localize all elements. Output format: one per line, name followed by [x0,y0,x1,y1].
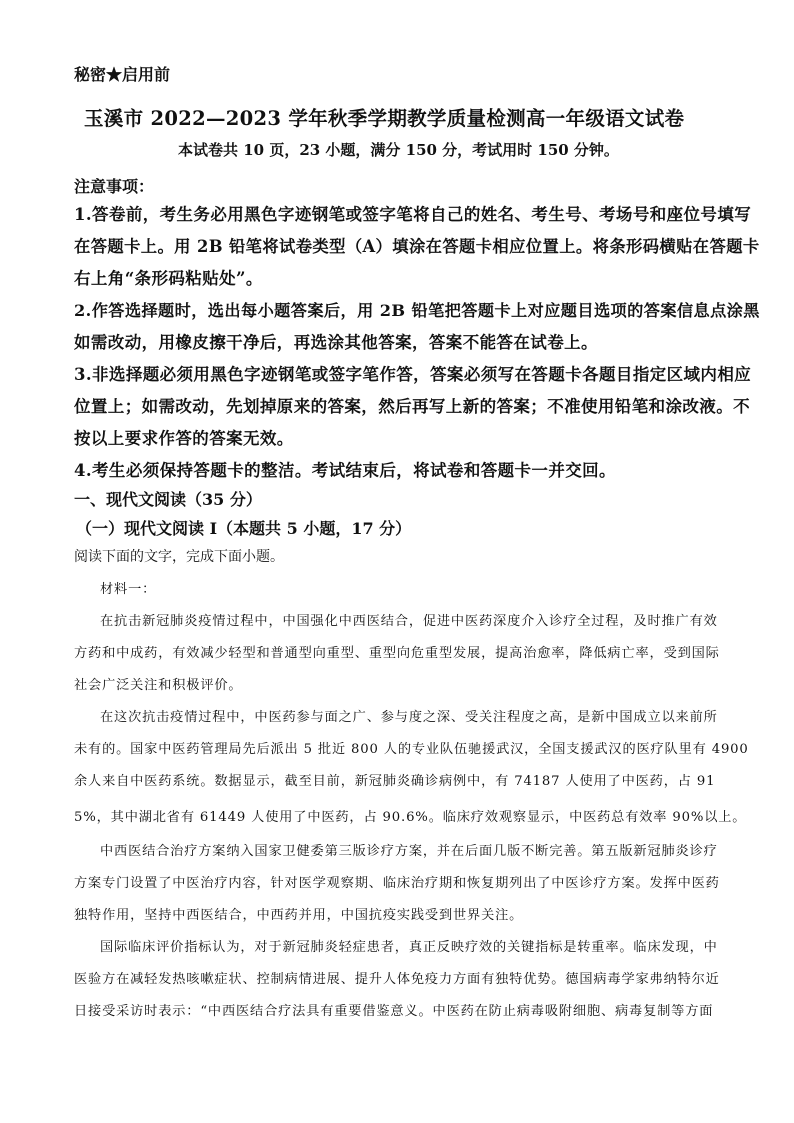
notes-line: 位置上；如需改动，先划掉原来的答案，然后再写上新的答案；不准使用铅笔和涂改液。不 [74,397,750,416]
section-title: 一、现代文阅读（35 分） [74,490,262,509]
material-line: 社会广泛关注和积极评价。 [74,678,243,693]
material-line: 方案专门设置了中医治疗内容，针对医学观察期、临床治疗期和恢复期列出了中医诊疗方案。发挥中医药 [74,876,720,891]
material-line: 独特作用，坚持中西医结合，中西药并用，中国抗疫实践受到世界关注。 [74,908,524,923]
material-label: 材料一： [100,582,157,597]
section-instruction: 阅读下面的文字，完成下面小题。 [74,549,284,565]
material-line: 在抗击新冠肺炎疫情过程中，中国强化中西医结合，促进中医药深度介入诊疗全过程，及时推广有效 [100,614,718,629]
material-line: 日接受采访时表示：“中西医结合疗法具有重要借鉴意义。中医药在防止病毒吸附细胞、病毒复制等方面 [74,1004,714,1019]
material-line: 医验方在减轻发热咳嗽症状、控制病情进展、提升人体免疫力方面有独特优势。德国病毒学家弗纳特尔近 [74,972,720,987]
material-line: 方药和中成药，有效减少轻型和普通型向重型、重型向危重型发展，提高治愈率，降低病亡率，受到国际 [74,646,720,661]
notes-line: 1.答卷前，考生务必用黑色字迹钢笔或签字笔将自己的姓名、考生号、考场号和座位号填写 [74,205,752,224]
notes-line: 4.考生必须保持答题卡的整洁。考试结束后，将试卷和答题卡一并交回。 [74,461,616,480]
exam-subtitle: 本试卷共 10 页，23 小题，满分 150 分，考试用时 150 分钟。 [178,141,619,159]
notes-line: 在答题卡上。用 2B 铅笔将试卷类型（A）填涂在答题卡相应位置上。将条形码横贴在答题卡 [74,237,760,256]
notes-line: 2.作答选择题时，选出每小题答案后，用 2B 铅笔把答题卡上对应题目选项的答案信息点涂黑 [74,301,760,320]
secret-label: 秘密★启用前 [74,65,171,84]
exam-title: 玉溪市 2022—2023 学年秋季学期教学质量检测高一年级语文试卷 [84,107,685,130]
material-line: 中西医结合治疗方案纳入国家卫健委第三版诊疗方案，并在后面几版不断完善。第五版新冠肺炎诊疗 [100,844,718,859]
notes-line: 右上角“条形码粘贴处”。 [74,269,263,288]
notes-line: 按以上要求作答的答案无效。 [74,429,294,448]
section-subtitle: （一）现代文阅读 I（本题共 5 小题，17 分） [76,519,412,538]
material-line: 5%，其中湖北省有 61449 人使用了中医药，占 90.6%。临床疗效观察显示，中医药总有效率 90%以上。 [74,810,747,825]
notes-line: 如需改动，用橡皮擦干净后，再选涂其他答案，答案不能答在试卷上。 [74,333,598,352]
notes-heading: 注意事项： [74,177,155,196]
material-line: 余人来自中医药系统。数据显示，截至目前，新冠肺炎确诊病例中，有 74187 人使用了中医药，占 91 [74,774,716,789]
material-line: 国际临床评价指标认为，对于新冠肺炎轻症患者，真正反映疗效的关键指标是转重率。临床发现，中 [100,940,718,955]
material-line: 在这次抗击疫情过程中，中医药参与面之广、参与度之深、受关注程度之高，是新中国成立以来前所 [100,710,718,725]
material-line: 未有的。国家中医药管理局先后派出 5 批近 800 人的专业队伍驰援武汉，全国支援武汉的医疗队里有 4900 [74,742,749,757]
notes-line: 3.非选择题必须用黑色字迹钢笔或签字笔作答，答案必须写在答题卡各题目指定区域内相应 [74,365,752,384]
